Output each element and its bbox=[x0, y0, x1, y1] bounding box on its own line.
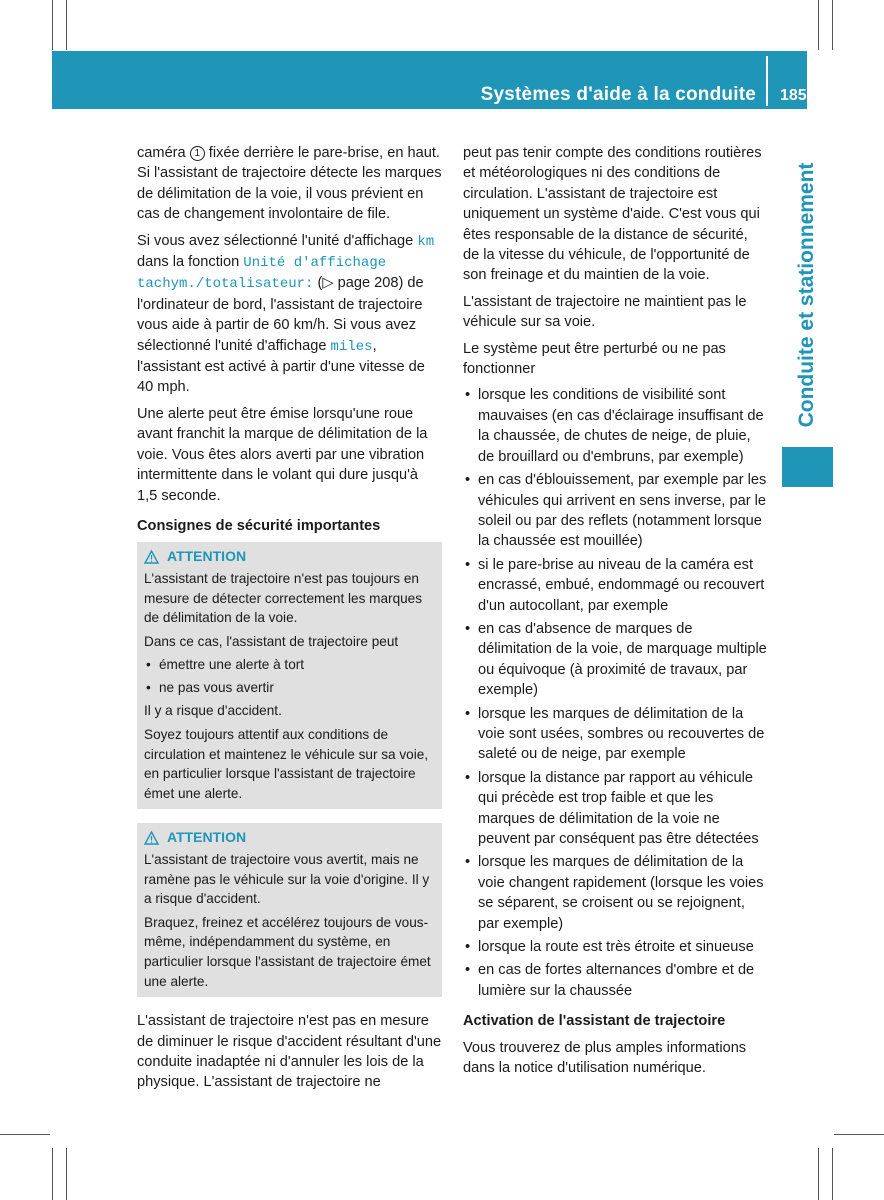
paragraph: Vous trouverez de plus amples informations dans la notice d'utilisation numérique. bbox=[463, 1039, 747, 1077]
page-title: Systèmes d'aide à la conduite bbox=[480, 84, 756, 105]
warning-text: Soyez toujours attentif aux conditions de circulation et maintenez le véhicule sur sa voie, en particulier lorsque l'assistant de trajectoire émet une alerte. bbox=[144, 727, 429, 801]
warning-text: Il y a risque d'accident. bbox=[144, 703, 282, 719]
warning-text: Dans ce cas, l'assistant de trajectoire peut bbox=[144, 633, 399, 649]
crop-mark bbox=[66, 1148, 67, 1200]
section-marker bbox=[782, 447, 833, 487]
paragraph: Le système peut être perturbé ou ne pas fonctionner bbox=[463, 340, 726, 378]
crop-mark bbox=[52, 1148, 53, 1200]
section-tab-label: Conduite et stationnement bbox=[795, 162, 818, 428]
crop-mark bbox=[832, 1148, 833, 1200]
paragraph: peut pas tenir compte des conditions routières et météorologiques ni des conditions de circulation. L'assistant de trajectoire est uniquement un système d'aide. C'est vous qui êtes responsable de la distance de sécurité, de la vitesse du véhicule, de l'opportunité de son freinage et du maintien de la voie. bbox=[463, 145, 762, 284]
crop-mark bbox=[52, 0, 53, 50]
warning-box bbox=[137, 542, 442, 809]
list-item: • émettre une alerte à tort bbox=[144, 655, 434, 675]
section-heading: Activation de l'assistant de trajectoire bbox=[463, 1013, 726, 1030]
list-item: • en cas de fortes alternances d'ombre et de lumière sur la chaussée bbox=[463, 960, 768, 1001]
paragraph: Une alerte peut être émise lorsqu'une roue avant franchit la marque de délimitation de la voie. Vous êtes alors averti par une vibration intermittente dans le volant qui dure jusqu'à 1,5 seconde. bbox=[137, 405, 428, 504]
crop-mark bbox=[66, 0, 67, 50]
crop-mark bbox=[818, 1148, 819, 1200]
list-item: • en cas d'éblouissement, par exemple par les véhicules qui arrivent en sens inverse, par le soleil ou par des reflets (notamment lorsque la chaussée est mouillée) bbox=[463, 470, 768, 552]
paragraph: L'assistant de trajectoire ne maintient pas le véhicule sur sa voie. bbox=[463, 293, 747, 331]
list-item: • lorsque la distance par rapport au véhicule qui précède est trop faible et que les marques de délimitation de la voie ne peuvent par conséquent pas être détectées bbox=[463, 768, 768, 850]
warning-header: ATTENTION bbox=[144, 828, 434, 848]
list-item: • ne pas vous avertir bbox=[144, 678, 434, 698]
warning-header: ATTENTION bbox=[144, 547, 434, 567]
crop-mark bbox=[832, 0, 833, 50]
callout-number: 1 bbox=[190, 146, 205, 161]
left-column bbox=[137, 143, 442, 1099]
crop-mark bbox=[0, 1134, 50, 1135]
list-item: • si le pare-brise au niveau de la caméra est encrassé, embué, endommagé ou recouvert d'un autocollant, par exemple bbox=[463, 555, 768, 616]
warning-icon bbox=[144, 831, 159, 845]
section-heading: Consignes de sécurité importantes bbox=[137, 517, 381, 534]
warning-text: L'assistant de trajectoire n'est pas toujours en mesure de détecter correctement les marques de délimitation de la voie. bbox=[144, 570, 423, 626]
list-item: • en cas d'absence de marques de délimitation de la voie, de marquage multiple ou équivoque (à proximité de travaux, par exemple) bbox=[463, 619, 768, 701]
page-number: 185 bbox=[780, 87, 807, 104]
warning-icon bbox=[144, 550, 159, 564]
list-item: • lorsque les conditions de visibilité sont mauvaises (en cas d'éclairage insuffisant de la chaussée, de chutes de neige, de pluie, de brouillard ou d'embruns, par exemple) bbox=[463, 385, 768, 467]
list-item: • lorsque les marques de délimitation de la voie changent rapidement (lorsque les voies se séparent, se croisent ou se rejoignent, par exemple) bbox=[463, 852, 768, 934]
list-item: • lorsque la route est très étroite et sinueuse bbox=[463, 937, 768, 957]
display-unit-miles: miles bbox=[330, 338, 373, 355]
warning-text: Braquez, freinez et accélérez toujours de vous-même, indépendamment du système, en particulier lorsque l'assistant de trajectoire émet une alerte. bbox=[144, 914, 431, 989]
header-divider bbox=[766, 56, 768, 106]
list-item: • lorsque les marques de délimitation de la voie sont usées, sombres ou recouvertes de saleté ou de neige, par exemple bbox=[463, 704, 768, 765]
paragraph: Si vous avez sélectionné l'unité d'affichage km dans la fonction Unité d'affichage tachym./totalisateur: (▷ page 208) de l'ordinateur de bord, l'assistant de trajectoire vous aide à partir de 60 km/h. Si vous avez sélectionné l'unité d'affichage miles, l'assistant est activé à partir d'une vitesse de 40 mph. bbox=[137, 232, 435, 396]
display-unit-km: km bbox=[417, 233, 435, 250]
function-name: Unité d'affichage tachym./totalisateur: bbox=[137, 255, 387, 293]
right-column bbox=[463, 143, 768, 1084]
section-tab bbox=[782, 145, 832, 445]
warning-list bbox=[144, 655, 434, 697]
conditions-list bbox=[463, 385, 768, 1001]
crop-mark bbox=[818, 0, 819, 50]
warning-text: L'assistant de trajectoire vous avertit, mais ne ramène pas le véhicule sur la voie d'origine. Il y a risque d'accident. bbox=[144, 852, 430, 907]
crop-mark bbox=[834, 1134, 884, 1135]
paragraph: L'assistant de trajectoire n'est pas en mesure de diminuer le risque d'accident résultant d'une conduite inadaptée ni d'annuler les lois de la physique. L'assistant de trajectoire ne bbox=[137, 1013, 442, 1091]
warning-box bbox=[137, 823, 442, 997]
paragraph: caméra 1 fixée derrière le pare-brise, en haut. Si l'assistant de trajectoire détecte les marques de délimitation de la voie, il vous prévient en cas de changement involontaire de file. bbox=[137, 145, 442, 223]
